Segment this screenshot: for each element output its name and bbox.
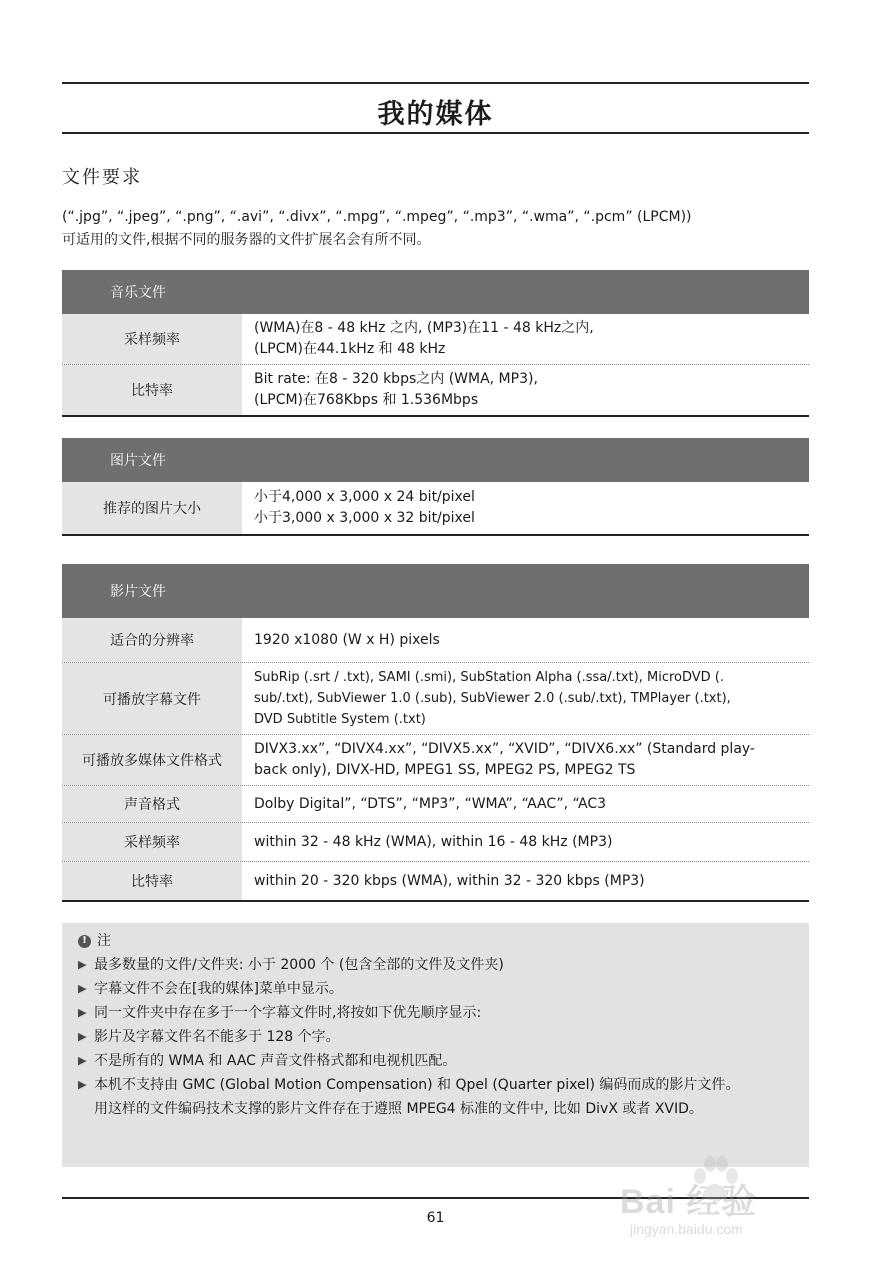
table-header: 影片文件 (62, 564, 809, 618)
table-row (62, 735, 809, 786)
note-text: 本机不支持由 GMC (Global Motion Compensation) 和 Qpel (Quarter pixel) 编码而成的影片文件。 (94, 1077, 740, 1093)
list-item (78, 1025, 795, 1049)
table-row (62, 618, 809, 663)
value-line: SubRip (.srt / .txt), SAMI (.smi), SubStation Alpha (.ssa/.txt), MicroDVD (. (254, 670, 724, 685)
row-label: 可播放多媒体文件格式 (62, 735, 244, 785)
value-line: DVD Subtitle System (.txt) (254, 712, 426, 727)
value-line: (WMA)在8 - 48 kHz 之内, (MP3)在11 - 48 kHz之内, (254, 320, 594, 336)
photo-file-table (62, 438, 809, 536)
value-line: Dolby Digital”, “DTS”, “MP3”, “WMA”, “AAC”, “AC3 (254, 795, 607, 812)
movie-file-table (62, 564, 809, 902)
table-row (62, 663, 809, 735)
value-line: within 20 - 320 kbps (WMA), within 32 - 320 kbps (MP3) (254, 872, 645, 889)
row-label: 比特率 (62, 862, 244, 900)
list-item (78, 1073, 795, 1097)
list-item (78, 953, 795, 977)
value-line: (LPCM)在768Kbps 和 1.536Mbps (254, 392, 479, 408)
row-value (244, 735, 809, 785)
watermark-url: jingyan.baidu.com (630, 1221, 743, 1237)
note-title: 注 (97, 933, 111, 949)
table-row (62, 482, 809, 536)
note-text: 最多数量的文件/文件夹: 小于 2000 个 (包含全部的文件及文件夹) (94, 957, 504, 973)
table-row (62, 862, 809, 902)
row-label: 采样频率 (62, 314, 244, 364)
value-line: 1920 x1080 (W x H) pixels (254, 631, 440, 648)
value-line: Bit rate: 在8 - 320 kbps之内 (WMA, MP3), (254, 371, 538, 387)
row-value (244, 663, 809, 734)
exclamation-icon: ! (78, 935, 91, 948)
note-text: 用这样的文件编码技术支撑的影片文件存在于遵照 MPEG4 标准的文件中, 比如 DivX 或者 XVID。 (94, 1101, 703, 1117)
intro-text (62, 206, 812, 252)
value-line: sub/.txt), SubViewer 1.0 (.sub), SubViewer 2.0 (.sub/.txt), TMPlayer (.txt), (254, 691, 731, 706)
page-number: 61 (426, 1210, 445, 1226)
value-line: (LPCM)在44.1kHz 和 48 kHz (254, 341, 446, 357)
row-value (244, 786, 809, 822)
list-item-continuation (78, 1097, 795, 1121)
value-line: DIVX3.xx”, “DIVX4.xx”, “DIVX5.xx”, “XVID”, “DIVX6.xx” (Standard play- (254, 741, 755, 757)
title-rule (62, 132, 809, 134)
row-value (244, 482, 809, 534)
value-line: back only), DIVX-HD, MPEG1 SS, MPEG2 PS, MPEG2 TS (254, 762, 636, 778)
note-text: 不是所有的 WMA 和 AAC 声音文件格式都和电视机匹配。 (94, 1053, 457, 1069)
table-header: 图片文件 (62, 438, 809, 482)
note-text: 同一文件夹中存在多于一个字幕文件时,将按如下优先顺序显示: (94, 1005, 482, 1021)
list-item (78, 1001, 795, 1025)
note-box (62, 923, 809, 1167)
row-value (244, 823, 809, 861)
table-row (62, 365, 809, 417)
list-item (78, 1049, 795, 1073)
intro-line: 可适用的文件,根据不同的服务器的文件扩展名会有所不同。 (62, 232, 431, 248)
intro-line: (“.jpg”, “.jpeg”, “.png”, “.avi”, “.divx”, “.mpg”, “.mpeg”, “.mp3”, “.wma”, “.pcm” (LPCM)) (62, 209, 692, 225)
value-line: within 32 - 48 kHz (WMA), within 16 - 48 kHz (MP3) (254, 833, 613, 850)
row-label: 适合的分辨率 (62, 618, 244, 662)
row-label: 声音格式 (62, 786, 244, 822)
bullet-triangle-icon: ▶ (78, 958, 87, 971)
row-value (244, 862, 809, 900)
bullet-triangle-icon: ▶ (78, 982, 87, 995)
row-label: 采样频率 (62, 823, 244, 861)
table-header: 音乐文件 (62, 270, 809, 314)
list-item (78, 977, 795, 1001)
table-row (62, 823, 809, 862)
section-heading: 文件要求 (62, 167, 142, 188)
watermark-brand: Bai 经验 (620, 1183, 757, 1221)
table-row (62, 786, 809, 823)
row-value (244, 365, 809, 415)
page-title: 我的媒体 (377, 99, 494, 130)
note-text: 影片及字幕文件名不能多于 128 个字。 (94, 1029, 340, 1045)
bullet-triangle-icon: ▶ (78, 1054, 87, 1067)
music-file-table (62, 270, 809, 417)
bullet-triangle-icon: ▶ (78, 1006, 87, 1019)
value-line: 小于3,000 x 3,000 x 32 bit/pixel (254, 510, 475, 526)
note-text: 字幕文件不会在[我的媒体]菜单中显示。 (94, 981, 343, 997)
note-header (78, 929, 795, 953)
footer-rule (62, 1197, 809, 1199)
value-line: 小于4,000 x 3,000 x 24 bit/pixel (254, 489, 475, 505)
bullet-triangle-icon: ▶ (78, 1030, 87, 1043)
bullet-triangle-icon: ▶ (78, 1078, 87, 1091)
top-rule (62, 82, 809, 84)
row-label: 比特率 (62, 365, 244, 415)
table-row (62, 314, 809, 365)
row-value (244, 314, 809, 364)
row-label: 可播放字幕文件 (62, 663, 244, 734)
row-label: 推荐的图片大小 (62, 482, 244, 534)
row-value (244, 618, 809, 662)
